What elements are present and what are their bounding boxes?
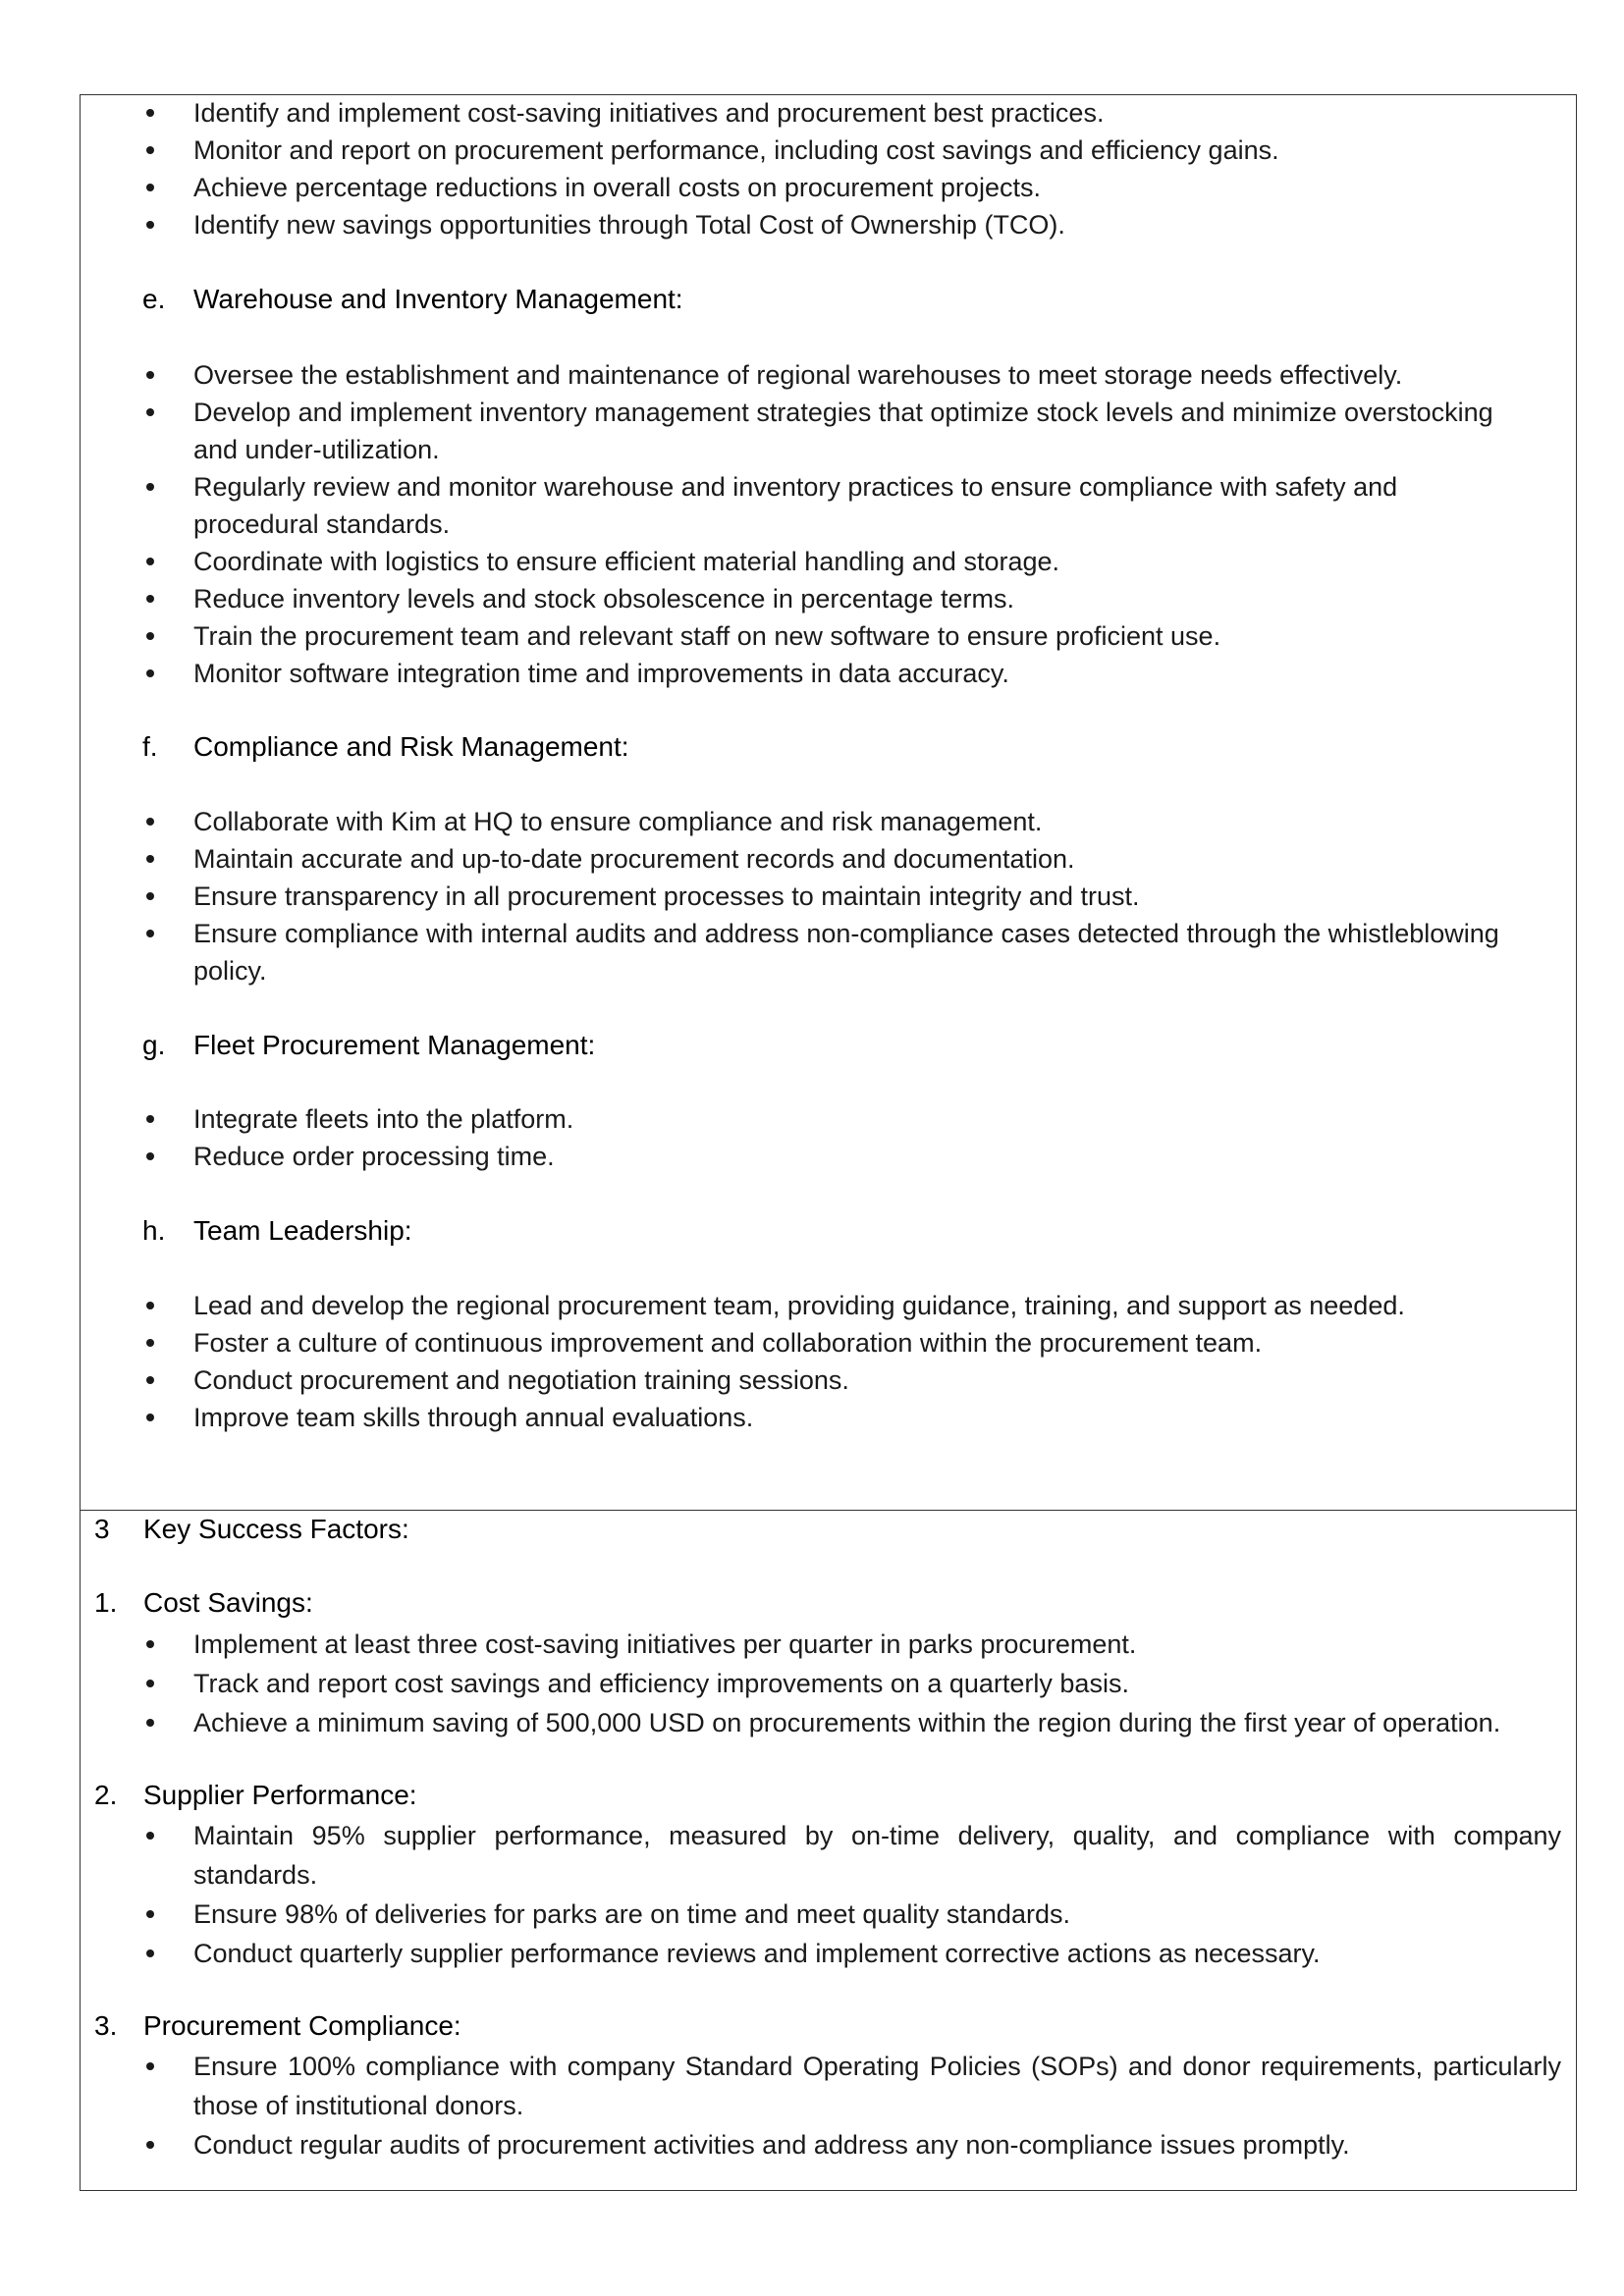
list-item: Collaborate with Kim at HQ to ensure compliance and risk management. (193, 807, 1043, 836)
subsection-letter: e. (142, 284, 166, 314)
list-item-continuation: procedural standards. (193, 509, 451, 539)
list-item: Conduct quarterly supplier performance reviews and implement corrective actions as necessary. (193, 1939, 1321, 1968)
list-item: Reduce inventory levels and stock obsolescence in percentage terms. (193, 584, 1014, 614)
list-item: Achieve a minimum saving of 500,000 USD on procurements within the region during the first year of operation. (193, 1708, 1501, 1737)
list-item-continuation: standards. (193, 1860, 318, 1890)
list-item: Ensure 100% compliance with company Standard Operating Policies (SOPs) and donor requirements, particularly (193, 2052, 1561, 2081)
list-item: Train the procurement team and relevant staff on new software to ensure proficient use. (193, 621, 1221, 651)
list-item: Maintain 95% supplier performance, measured by on-time delivery, quality, and compliance with company (193, 1821, 1561, 1850)
subsection-letter: g. (142, 1030, 166, 1060)
list-item: Develop and implement inventory management strategies that optimize stock levels and minimize overstocking (193, 398, 1493, 427)
item-number: 1. (94, 1587, 118, 1618)
list-item-continuation: and under-utilization. (193, 435, 440, 464)
list-item: Maintain accurate and up-to-date procurement records and documentation. (193, 844, 1075, 874)
section-title: Key Success Factors: (143, 1514, 409, 1544)
subsection-title: Warehouse and Inventory Management: (193, 284, 683, 314)
item-number: 2. (94, 1780, 118, 1810)
list-item: Ensure compliance with internal audits and address non-compliance cases detected through the whistleblowing (193, 919, 1499, 948)
list-item: Conduct procurement and negotiation training sessions. (193, 1365, 849, 1395)
subsection-title: Fleet Procurement Management: (193, 1030, 596, 1060)
list-item: Monitor and report on procurement performance, including cost savings and efficiency gains. (193, 135, 1279, 165)
list-item: Regularly review and monitor warehouse and inventory practices to ensure compliance with safety and (193, 472, 1398, 502)
list-item-continuation: those of institutional donors. (193, 2091, 524, 2120)
list-item: Identify new savings opportunities through Total Cost of Ownership (TCO). (193, 210, 1065, 240)
list-item: Identify and implement cost-saving initiatives and procurement best practices. (193, 98, 1105, 128)
list-item: Achieve percentage reductions in overall costs on procurement projects. (193, 173, 1041, 202)
list-item: Monitor software integration time and improvements in data accuracy. (193, 659, 1009, 688)
list-item: Coordinate with logistics to ensure efficient material handling and storage. (193, 547, 1060, 576)
subsection-letter: f. (142, 731, 158, 762)
list-item: Lead and develop the regional procurement team, providing guidance, training, and support as needed. (193, 1291, 1405, 1320)
list-item: Improve team skills through annual evaluations. (193, 1403, 754, 1432)
list-item: Reduce order processing time. (193, 1142, 555, 1171)
subsection-letter: h. (142, 1215, 166, 1246)
list-item: Track and report cost savings and efficiency improvements on a quarterly basis. (193, 1669, 1129, 1698)
list-item: Ensure transparency in all procurement processes to maintain integrity and trust. (193, 881, 1140, 911)
list-item: Integrate fleets into the platform. (193, 1104, 574, 1134)
item-title: Supplier Performance: (143, 1780, 417, 1810)
list-item: Oversee the establishment and maintenance of regional warehouses to meet storage needs effectively. (193, 360, 1403, 390)
subsection-title: Compliance and Risk Management: (193, 731, 629, 762)
subsection-title: Team Leadership: (193, 1215, 412, 1246)
list-item: Implement at least three cost-saving initiatives per quarter in parks procurement. (193, 1629, 1137, 1659)
list-item: Foster a culture of continuous improvement and collaboration within the procurement team. (193, 1328, 1263, 1358)
item-title: Procurement Compliance: (143, 2010, 461, 2041)
item-number: 3. (94, 2010, 118, 2041)
section-number: 3 (94, 1514, 110, 1544)
list-item: Ensure 98% of deliveries for parks are on time and meet quality standards. (193, 1899, 1070, 1929)
list-item-continuation: policy. (193, 956, 267, 986)
list-item: Conduct regular audits of procurement activities and address any non-compliance issues promptly. (193, 2130, 1350, 2160)
item-title: Cost Savings: (143, 1587, 313, 1618)
